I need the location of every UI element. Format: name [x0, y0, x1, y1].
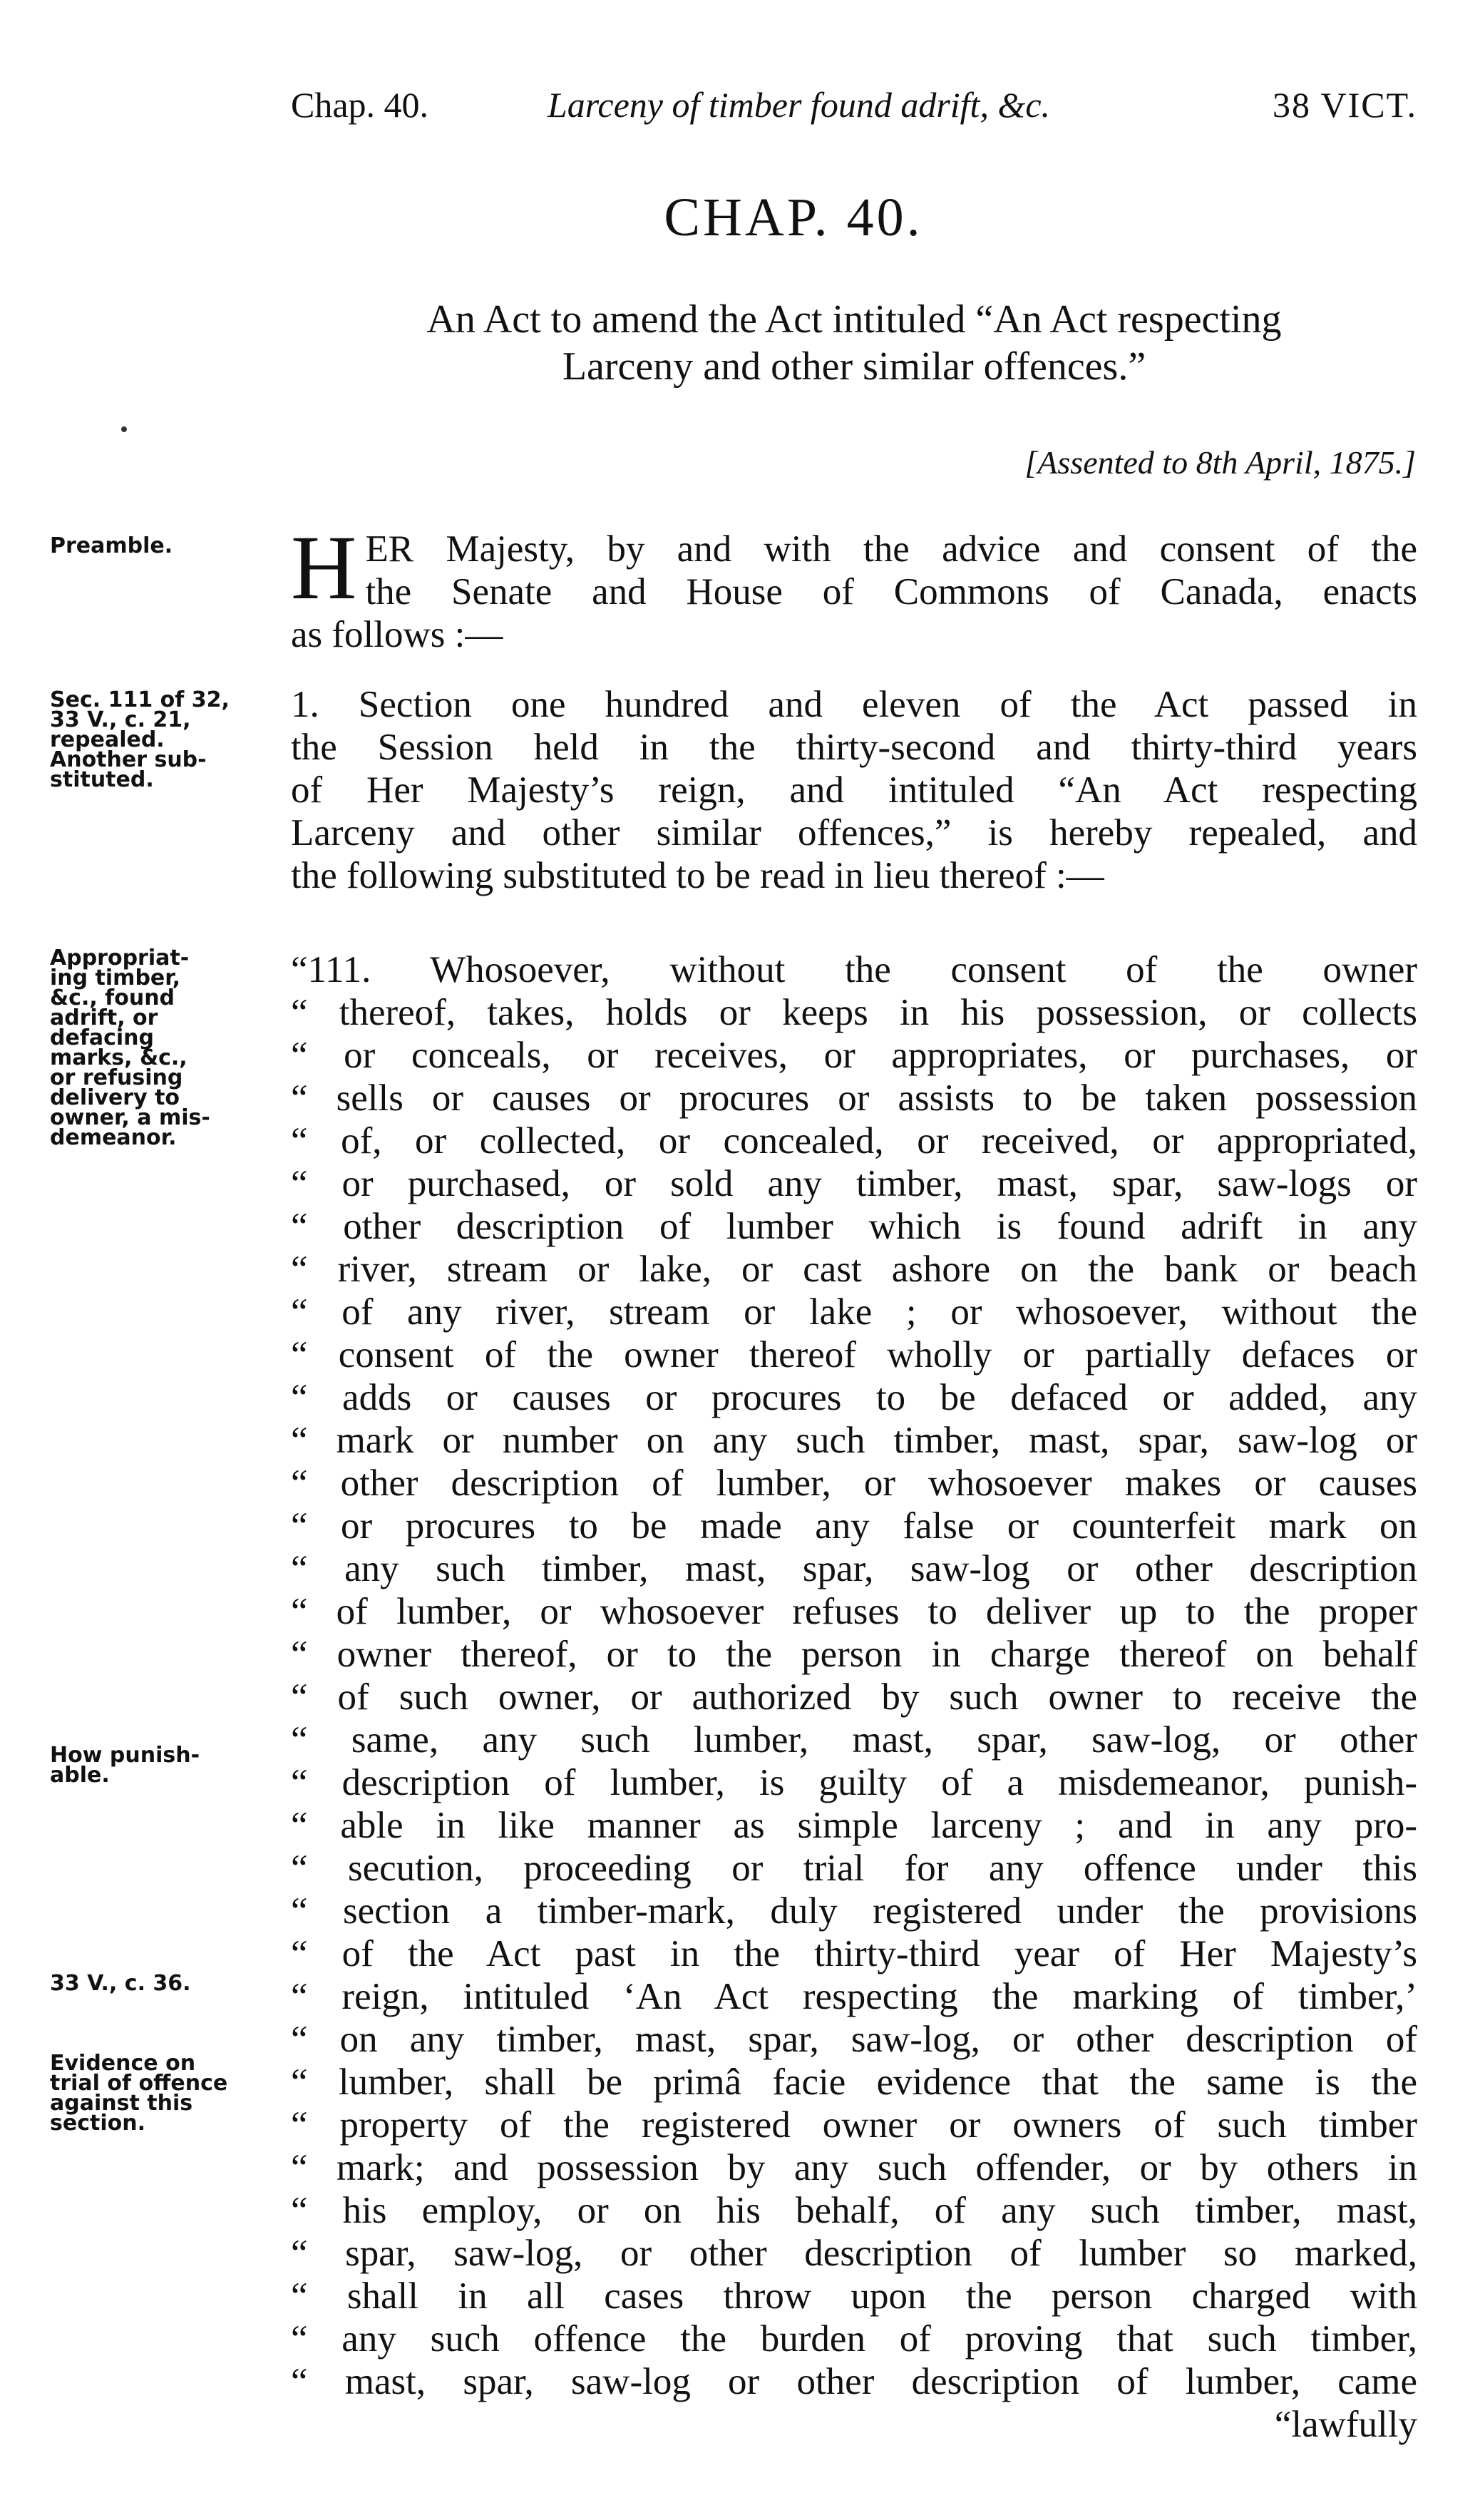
act-title-line: Larceny and other similar offences.”: [562, 344, 1146, 389]
text-line: “ property of the registered owner or owners of such timber: [291, 2104, 1417, 2146]
text-line: the Session held in the thirty-second and thirty-third years: [291, 727, 1417, 768]
text-line: ER Majesty, by and with the advice and consent of the: [365, 528, 1417, 570]
act-title-line: An Act to amend the Act intituled “An Act respecting: [426, 297, 1282, 342]
text-line: “ or purchased, or sold any timber, mast, spar, saw-logs or: [291, 1163, 1417, 1204]
running-head: [291, 84, 1417, 141]
text-line: as follows :—: [291, 614, 503, 655]
margin-note-appropriating: Appropriat- ing timber, &c., found adrift, or defacing marks, &c., or refusing delivery to owner, a mis- demeanor.: [50, 946, 210, 1150]
text-line: Larceny and other similar offences,” is hereby repealed, and: [291, 812, 1417, 854]
text-line: “ same, any such lumber, mast, spar, saw-log, or other: [291, 1719, 1417, 1761]
text-line: “ description of lumber, is guilty of a misdemeanor, punish-: [291, 1762, 1417, 1803]
text-line: “ of the Act past in the thirty-third year of Her Majesty’s: [291, 1933, 1417, 1974]
text-line: “ mast, spar, saw-log or other description of lumber, came: [291, 2361, 1417, 2402]
text-line: “ other description of lumber, or whosoever makes or causes: [291, 1463, 1417, 1504]
text-line: “ or procures to be made any false or counterfeit mark on: [291, 1505, 1417, 1547]
text-line: “ other description of lumber which is found adrift in any: [291, 1206, 1417, 1247]
margin-note-preamble: Preamble.: [50, 533, 173, 558]
text-line: “ thereof, takes, holds or keeps in his possession, or collects: [291, 992, 1417, 1033]
section-111-paragraph: [291, 948, 1417, 2446]
text-line: “ on any timber, mast, spar, saw-log, or other description of: [291, 2019, 1417, 2060]
preamble-paragraph: [291, 517, 1417, 656]
print-speck: [121, 426, 127, 432]
text-line: “ reign, intituled ‘An Act respecting the marking of timber,’: [291, 1976, 1417, 2017]
catchword: “lawfully: [1274, 2404, 1417, 2445]
text-line: “111. Whosoever, without the consent of the owner: [291, 949, 1417, 990]
text-line: “ or conceals, or receives, or appropriates, or purchases, or: [291, 1035, 1417, 1076]
text-line: “ lumber, shall be primâ facie evidence that the same is the: [291, 2061, 1417, 2103]
text-line: “ of lumber, or whosoever refuses to deliver up to the proper: [291, 1591, 1417, 1632]
text-line: the Senate and House of Commons of Canada, enacts: [365, 571, 1417, 613]
margin-note-evidence: Evidence on trial of offence against this section.: [50, 2051, 228, 2136]
chapter-heading: CHAP. 40.: [664, 188, 923, 247]
text-line: “ able in like manner as simple larceny ; and in any pro-: [291, 1805, 1417, 1846]
running-head-regnal-year: 38 VICT.: [1272, 85, 1417, 125]
text-line: “ consent of the owner thereof wholly or partially defaces or: [291, 1334, 1417, 1376]
margin-note-repealed: Sec. 111 of 32, 33 V., c. 21, repealed. Another sub- stituted.: [50, 687, 230, 792]
text-line: “ any such offence the burden of proving that such timber,: [291, 2318, 1417, 2360]
text-line: “ sells or causes or procures or assists to be taken possession: [291, 1077, 1417, 1119]
text-line: “ of any river, stream or lake ; or whosoever, without the: [291, 1291, 1417, 1333]
section-1-paragraph: [291, 683, 1417, 897]
margin-note-punishable: How punish- able.: [50, 1743, 200, 1788]
text-line: “ spar, saw-log, or other description of lumber so marked,: [291, 2233, 1417, 2274]
text-line: “ his employ, or on his behalf, of any such timber, mast,: [291, 2190, 1417, 2231]
assent-date: [Assented to 8th April, 1875.]: [1024, 444, 1416, 481]
text-line: 1. Section one hundred and eleven of the Act passed in: [291, 684, 1417, 725]
text-line: “ secution, proceeding or trial for any offence under this: [291, 1848, 1417, 1889]
text-line: “ any such timber, mast, spar, saw-log or other description: [291, 1548, 1417, 1589]
text-line: “ of such owner, or authorized by such owner to receive the: [291, 1676, 1417, 1718]
act-title: [291, 296, 1417, 390]
text-line: the following substituted to be read in lieu thereof :—: [291, 855, 1104, 896]
text-line: “ mark; and possession by any such offender, or by others in: [291, 2147, 1417, 2188]
text-line: “ mark or number on any such timber, mast, spar, saw-log or: [291, 1420, 1417, 1461]
text-line: of Her Majesty’s reign, and intituled “An Act respecting: [291, 769, 1417, 811]
text-line: “ river, stream or lake, or cast ashore on the bank or beach: [291, 1249, 1417, 1290]
text-line: “ section a timber-mark, duly registered under the provisions: [291, 1890, 1417, 1932]
text-line: “ adds or causes or procures to be defaced or added, any: [291, 1377, 1417, 1418]
text-line: “ shall in all cases throw upon the person charged with: [291, 2275, 1417, 2317]
text-line: “ owner thereof, or to the person in charge thereof on behalf: [291, 1634, 1417, 1675]
margin-note-act-reference: 33 V., c. 36.: [50, 1971, 191, 1996]
text-line: “ of, or collected, or concealed, or received, or appropriated,: [291, 1120, 1417, 1162]
drop-cap: H: [291, 517, 357, 618]
running-head-title: Larceny of timber found adrift, &c.: [548, 85, 1051, 125]
running-head-chapter: Chap. 40.: [291, 85, 429, 125]
